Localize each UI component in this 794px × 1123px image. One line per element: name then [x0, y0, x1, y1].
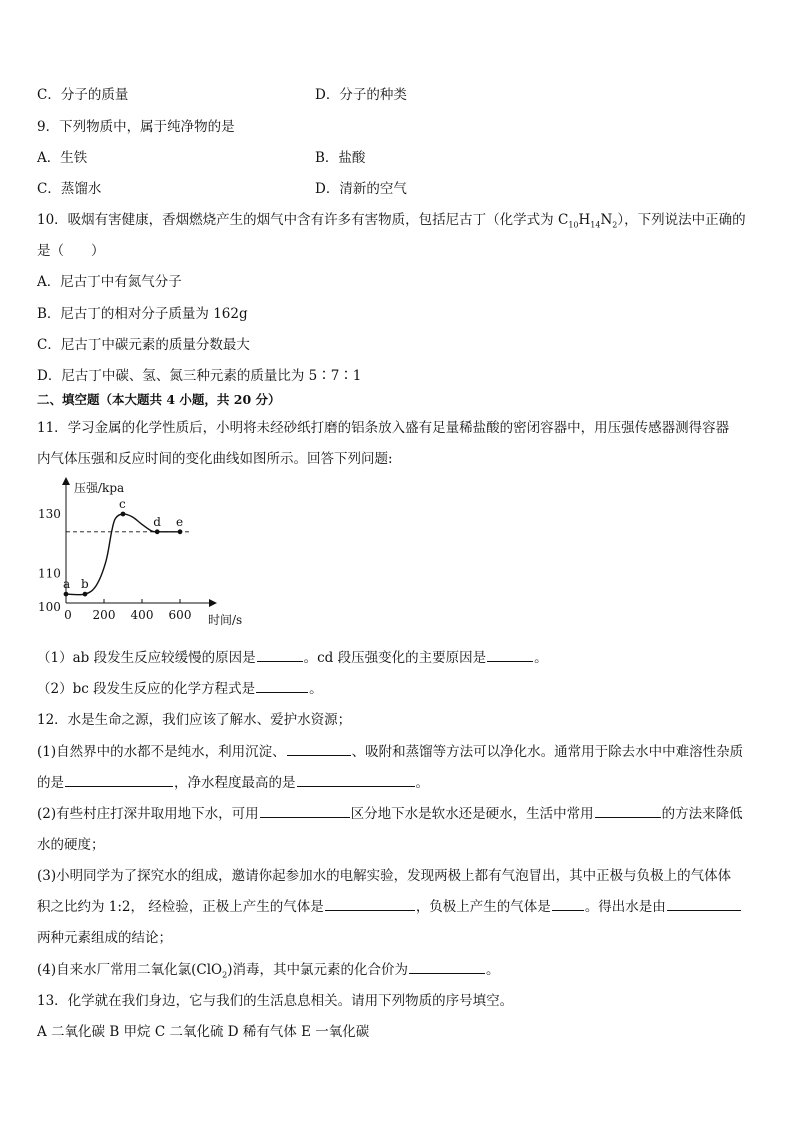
q12-p4-sub: 2 — [222, 970, 228, 980]
data-point-b — [83, 592, 88, 597]
x-tick-label: 200 — [92, 608, 116, 622]
q11-stem-line2: 内气体压强和反应时间的变化曲线如图所示。回答下列问题: — [37, 451, 393, 467]
q13-options: A 二氧化碳 B 甲烷 C 二氧化硫 D 稀有气体 E 一氧化碳 — [37, 1024, 370, 1040]
x-tick-label: 400 — [130, 608, 154, 622]
data-point-d — [155, 529, 160, 534]
q12-part4 — [37, 958, 499, 980]
x-tick-label: 0 — [64, 608, 72, 622]
q9-option-d: D．清新的空气 — [315, 181, 407, 197]
q12-p2-text-a: (2)有些村庄打深井取用地下水，可用 — [37, 806, 259, 822]
q12-part3-line3: 两种元素组成的结论； — [37, 930, 172, 946]
q12-part3-line1: (3)小明同学为了探究水的组成，邀请你起参加水的电解实验，发现两极上都有气泡冒出，其中正极与负极上的气体体 — [37, 868, 732, 884]
q12-part1-line1 — [37, 740, 743, 760]
q11-sub2 — [37, 677, 323, 697]
q8-option-c: C．分子的质量 — [37, 87, 129, 103]
q12-part1-line2 — [37, 771, 429, 791]
q11-stem-line1: 11．学习金属的化学性质后，小明将未经砂纸打磨的铝条放入盛有足量稀盐酸的密闭容器中，用压强传感器测得容器 — [37, 420, 730, 436]
q9-option-c: C．蒸馏水 — [37, 181, 102, 197]
answer-blank[interactable] — [595, 804, 661, 818]
q10-stem-line1 — [37, 208, 746, 230]
point-label-a: a — [63, 577, 71, 592]
q12-p1-text-b: 、吸附和蒸馏等方法可以净化水。通常用于除去水中中难溶性杂质 — [351, 744, 744, 760]
q10-stem-line2: 是（ ） — [37, 243, 105, 259]
q11-sub1-text-c: 。 — [534, 650, 548, 666]
q12-p4-text-a: (4)自来水厂常用二氧化氯(ClO — [37, 962, 223, 978]
answer-blank[interactable] — [409, 960, 485, 974]
q9-option-b: B．盐酸 — [315, 150, 366, 166]
point-label-b: b — [81, 577, 89, 592]
point-label-c: c — [119, 497, 126, 511]
answer-blank[interactable] — [257, 648, 303, 662]
data-point-c — [121, 512, 126, 517]
q10-n: N — [600, 212, 613, 228]
q10-sub-c: 10 — [568, 220, 579, 230]
data-point-e — [178, 529, 183, 534]
q10-option-d: D．尼古丁中碳、氢、氮三种元素的质量比为 5∶7∶1 — [37, 368, 362, 384]
q11-sub1-text-b: 。cd 段压强变化的主要原因是 — [303, 650, 487, 666]
answer-blank[interactable] — [325, 897, 415, 911]
answer-blank[interactable] — [297, 773, 415, 787]
pressure-time-chart — [36, 470, 266, 630]
answer-blank[interactable] — [667, 897, 741, 911]
q13-stem: 13．化学就在我们身边，它与我们的生活息息相关。请用下列物质的序号填空。 — [37, 993, 514, 1009]
q9-stem: 9．下列物质中，属于纯净物的是 — [37, 119, 235, 135]
q12-p1-text-d: ，净水程度最高的是 — [174, 775, 296, 791]
q12-p3-text-b: 积之比约为 1:2， 经检验，正极上产生的气体是 — [37, 899, 324, 915]
x-axis-label: 时间/s — [208, 613, 243, 627]
y-tick-label: 130 — [38, 507, 61, 521]
q11-sub2-text-a: （2）bc 段发生反应的化学方程式是 — [37, 681, 256, 697]
answer-blank[interactable] — [287, 742, 351, 756]
y-axis-label: 压强/kpa — [74, 481, 125, 495]
data-point-a — [64, 592, 69, 597]
answer-blank[interactable] — [552, 897, 584, 911]
q12-p1-text-a: (1)自然界中的水都不是纯水，利用沉淀、 — [37, 744, 286, 760]
q10-option-a: A．尼古丁中有氮气分子 — [37, 274, 182, 290]
q12-p4-text-c: 。 — [485, 962, 500, 978]
section-heading-fill-blank: 二、填空题（本大题共 4 小题，共 20 分） — [37, 392, 281, 407]
q10-option-c: C．尼古丁中碳元素的质量分数最大 — [37, 337, 250, 353]
q12-p3-text-d: 。得出水是由 — [584, 899, 666, 915]
point-label-d: d — [153, 514, 161, 529]
q9-option-a: A．生铁 — [37, 150, 88, 166]
q10-sub-n: 2 — [612, 220, 618, 230]
q12-part3-line2 — [37, 895, 742, 915]
q11-sub1-text-a: （1）ab 段发生反应较缓慢的原因是 — [37, 650, 256, 666]
q12-part2-line1 — [37, 802, 743, 822]
answer-blank[interactable] — [487, 648, 533, 662]
q12-p2-text-c: 的方法来降低 — [661, 806, 743, 822]
point-label-e: e — [176, 514, 184, 529]
answer-blank[interactable] — [65, 773, 173, 787]
q12-stem: 12．水是生命之源，我们应该了解水、爱护水资源； — [37, 712, 352, 728]
q10-h: H — [578, 212, 591, 228]
q12-p1-text-c: 的是 — [37, 775, 64, 791]
q11-sub2-text-b: 。 — [309, 681, 323, 697]
x-tick-label: 600 — [168, 608, 192, 622]
q11-sub1 — [37, 646, 548, 666]
y-tick-label: 100 — [38, 600, 61, 614]
y-tick-label: 110 — [38, 566, 61, 581]
q12-part2-line2: 水的硬度； — [37, 837, 105, 853]
q12-p1-text-e: 。 — [415, 775, 429, 791]
q10-sub-h: 14 — [590, 220, 601, 230]
q8-option-d: D．分子的种类 — [315, 87, 407, 103]
answer-blank[interactable] — [260, 804, 350, 818]
q12-p4-text-b: )消毒，其中氯元素的化合价为 — [227, 962, 408, 978]
q10-option-b: B．尼古丁的相对分子质量为 162g — [37, 306, 248, 322]
q10-stem-end: ），下列说法中正确的 — [617, 212, 746, 228]
q12-p2-text-b: 区分地下水是软水还是硬水，生活中常用 — [350, 806, 594, 822]
answer-blank[interactable] — [256, 679, 308, 693]
q10-stem-text: 10．吸烟有害健康，香烟燃烧产生的烟气中含有许多有害物质，包括尼古丁（化学式为 C — [37, 212, 569, 228]
q12-p3-text-c: ，负极上产生的气体是 — [415, 899, 551, 915]
